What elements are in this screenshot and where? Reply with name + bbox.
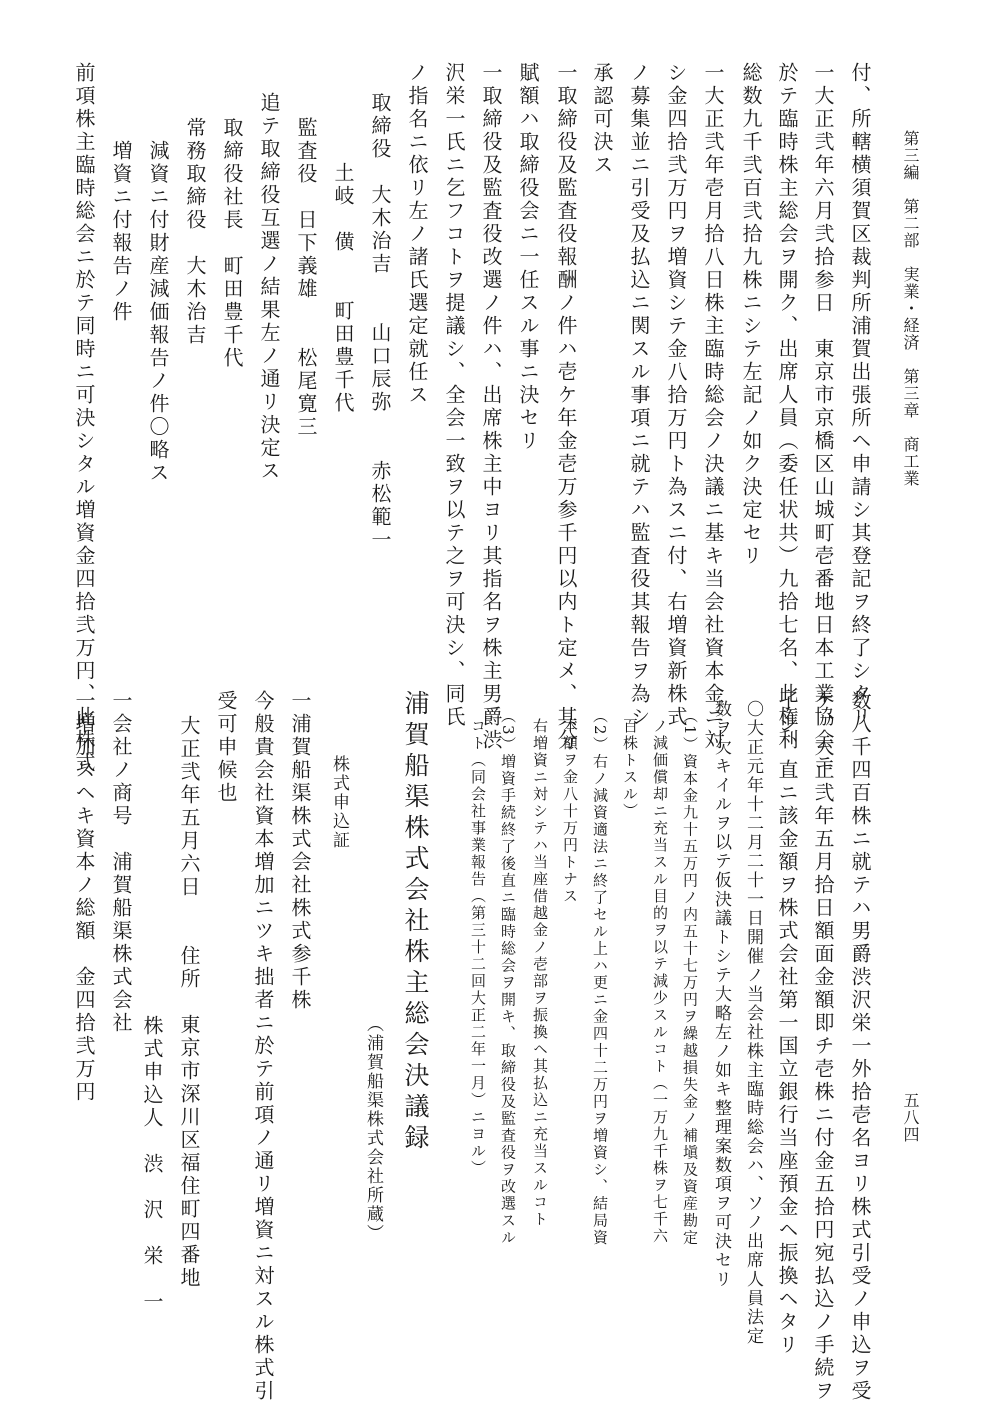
text-column: （3）増資手続終了後直ニ臨時総会ヲ開キ、取締役及監査役ヲ改選スル	[499, 708, 517, 1247]
text-column: 於テ臨時株主総会ヲ開ク、出席人員（委任状共）九拾七名、此権利	[775, 62, 799, 752]
text-column: 増資ニ付報告ノ件	[109, 140, 133, 324]
running-title: 第三編 第二部 実業・経済 第三章 商工業	[901, 130, 920, 487]
text-column: 一取締役及監査役報酬ノ件ハ壱ケ年金壱万参千円以内ト定メ、其分	[554, 62, 578, 752]
text-column: 監査役 日下義雄 松尾寛三	[294, 117, 318, 439]
text-column: ノ指名ニ依リ左ノ諸氏選定就任ス	[405, 62, 429, 407]
text-column: 取締役社長 町田豊千代	[220, 117, 244, 370]
text-column: 本額ヲ金八十万円トナス	[561, 718, 579, 905]
text-column: 取締役 大木治吉 山口辰弥 赤松範一	[368, 92, 392, 552]
text-column: （2）右ノ減資適法ニ終了セル上ハ更ニ金四十二万円ヲ増資シ、結局資	[591, 708, 609, 1247]
text-column: 付、所轄横須賀区裁判所浦賀出張所ヘ申請シ其登記ヲ終了シタリ	[848, 62, 872, 729]
source-note: （浦賀船渠株式会社所蔵）	[363, 1015, 383, 1243]
text-column: 追テ取締役互選ノ結果左ノ通リ決定ス	[257, 92, 281, 483]
text-column: 一会社ノ商号 浦賀船渠株式会社	[109, 690, 133, 1035]
text-column: 〇大正元年十二月二十一日開催ノ当会社株主臨時総会ハ、ソノ出席人員法定	[743, 700, 763, 1346]
text-column: 一増加スヘキ資本ノ総額 金四拾弐万円	[72, 690, 96, 1104]
text-column: 了シ、直ニ該金額ヲ株式会社第一国立銀行当座預金ヘ振換ヘタリ	[775, 690, 799, 1357]
text-column: 土岐 僙 町田豊千代	[331, 162, 355, 415]
text-column: シ金四拾弐万円ヲ増資シテ金八拾万円ト為スニ付、右増資新株式	[664, 62, 688, 729]
document-title: 浦賀船渠株式会社株主総会決議録	[401, 690, 430, 1155]
text-column: 一浦賀船渠株式会社株式参千株	[288, 690, 312, 1012]
text-column: 右増資ニ対シテハ当座借越金ノ壱部ヲ振換ヘ其払込ニ充当スルコト	[531, 718, 549, 1228]
text-column: 総数九千弐百弐拾九株ニシテ左記ノ如ク決定セリ	[739, 62, 763, 568]
text-column: ケ、大正弐年五月拾日額面金額即チ壱株ニ付金五拾円宛払込ノ手続ヲ	[811, 690, 835, 1403]
text-column: 減資ニ付財産減価報告ノ件〇略ス	[146, 140, 170, 485]
text-column: ノ募集並ニ引受及払込ニ関スル事項ニ就テハ監査役其報告ヲ為シ	[627, 62, 651, 729]
text-column: （1）資本金九十五万円ノ内五十七万円ヲ繰越損失金ノ補塡及資産勘定	[681, 708, 699, 1247]
form-title: 株式申込証	[329, 755, 349, 850]
text-column: ノ減価償却ニ充当スル目的ヲ以テ減少スルコト（一万九千株ヲ七千六	[651, 718, 669, 1245]
date-address: 大正弐年五月六日 住所 東京市深川区福住町四番地	[177, 715, 201, 1290]
text-column: 数八千四百株ニ就テハ男爵渋沢栄一外拾壱名ヨリ株式引受ノ申込ヲ受	[848, 690, 872, 1403]
text-column: 一取締役及監査役改選ノ件ハ、出席株主中ヨリ其指名ヲ株主男爵渋	[479, 62, 503, 752]
text-column: 一大正弐年壱月拾八日株主臨時総会ノ決議ニ基キ当会社資本金ニ対	[701, 62, 725, 752]
text-column: 一大正弐年六月弐拾参日 東京市京橋区山城町壱番地日本工業協会ニ	[811, 62, 835, 775]
text-column: 今般貴会社資本増加ニツキ拙者ニ於テ前項ノ通リ増資ニ対スル株式引	[251, 690, 275, 1403]
page-number: 五八四	[901, 1092, 920, 1143]
text-column: 百株トスル）	[621, 718, 639, 820]
text-column: 沢栄一氏ニ乞フコトヲ提議シ、全会一致ヲ以テ之ヲ可決シ、同氏	[442, 62, 466, 729]
text-column: 賦額ハ取締役会ニ一任スル事ニ決セリ	[516, 62, 540, 453]
text-column: 数ヲ欠キイルヲ以テ仮決議トシテ大略左ノ如キ整理案数項ヲ可決セリ	[711, 700, 731, 1289]
text-column: 承認可決ス	[590, 62, 614, 177]
text-column: 常務取締役 大木治吉	[183, 117, 207, 347]
text-column: コト（同会社事業報告（第三十二回大正二年一月）ニヨル）	[469, 718, 487, 1177]
applicant-signature: 株式申込人 渋 沢 栄 一	[140, 1015, 164, 1314]
text-column: 前項株主臨時総会ニ於テ同時ニ可決シタル増資金四拾弐万円、此株式	[72, 62, 96, 775]
text-column: 受可申候也	[214, 690, 238, 805]
